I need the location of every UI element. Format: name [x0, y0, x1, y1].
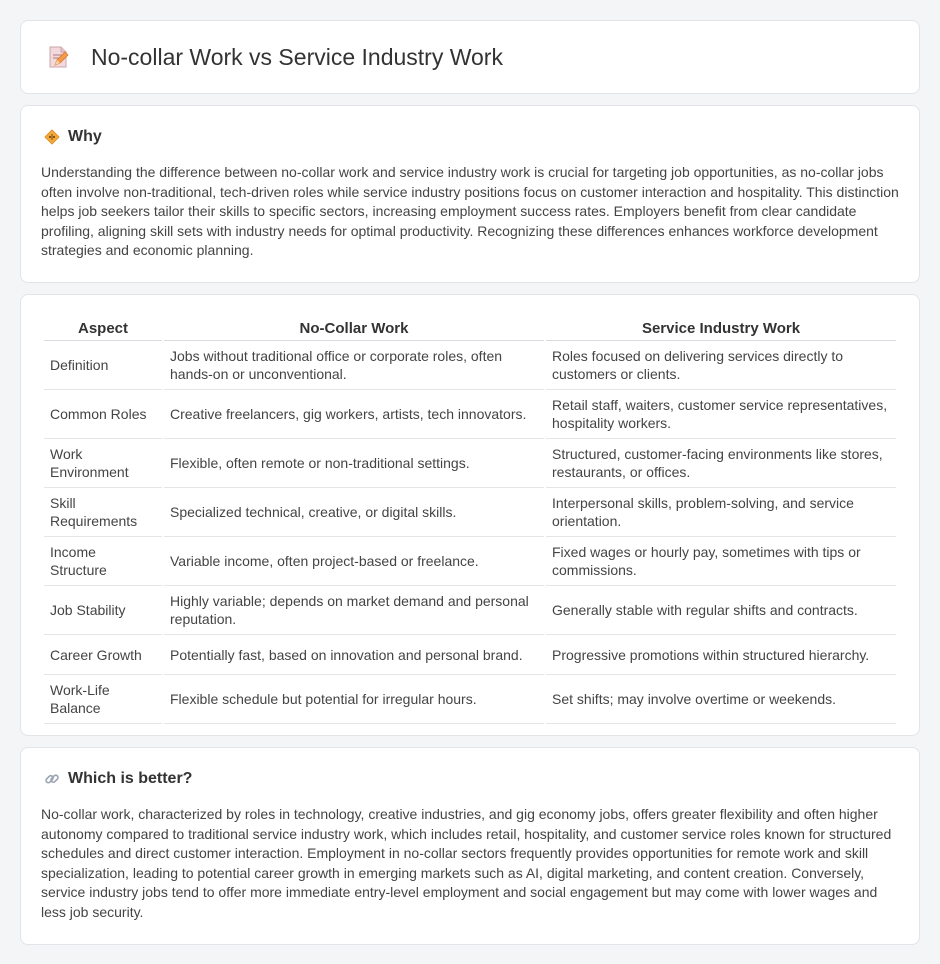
- row-no-collar: Flexible schedule but potential for irregular hours.: [164, 675, 544, 724]
- row-aspect: Skill Requirements: [44, 488, 162, 537]
- which-better-header: [41, 770, 899, 788]
- row-service: Generally stable with regular shifts and contracts.: [546, 586, 896, 635]
- header-aspect: Aspect: [44, 315, 162, 341]
- page-title: No-collar Work vs Service Industry Work: [91, 43, 503, 70]
- row-service: Fixed wages or hourly pay, sometimes with tips or commissions.: [546, 537, 896, 586]
- table-row: [44, 439, 896, 488]
- table-row: [44, 488, 896, 537]
- row-aspect: Career Growth: [44, 635, 162, 675]
- table-row: [44, 537, 896, 586]
- which-better-body: No-collar work, characterized by roles in technology, creative industries, and gig economy jobs, offers greater flexibility and often higher autonomy compared to traditional service industry work, which includes retail, hospitality, and customer service roles known for structured schedules and direct customer interaction. Employment in no-collar sectors frequently provides opportunities for remote work and skill specialization, leading to potential career growth in emerging markets such as AI, digital marketing, and content creation. Conversely, service industry jobs tend to offer more immediate entry-level employment and social engagement but may come with lower wages and less job security.: [41, 806, 892, 920]
- table-row: [44, 586, 896, 635]
- which-better-title: Which is better?: [68, 770, 193, 787]
- row-no-collar: Flexible, often remote or non-traditional settings.: [164, 439, 544, 488]
- table-row: [44, 341, 896, 390]
- row-no-collar: Jobs without traditional office or corporate roles, often hands-on or unconventional.: [164, 341, 544, 390]
- document-pencil-icon: [45, 44, 71, 70]
- title-card: [20, 20, 920, 94]
- table-row: [44, 390, 896, 439]
- row-aspect: Income Structure: [44, 537, 162, 586]
- row-service: Set shifts; may involve overtime or weekends.: [546, 675, 896, 724]
- row-no-collar: Variable income, often project-based or freelance.: [164, 537, 544, 586]
- header-service: Service Industry Work: [546, 315, 896, 341]
- row-aspect: Job Stability: [44, 586, 162, 635]
- row-aspect: Common Roles: [44, 390, 162, 439]
- row-service: Progressive promotions within structured hierarchy.: [546, 635, 896, 675]
- row-no-collar: Creative freelancers, gig workers, artists, tech innovators.: [164, 390, 544, 439]
- row-service: Roles focused on delivering services directly to customers or clients.: [546, 341, 896, 390]
- row-aspect: Definition: [44, 341, 162, 390]
- comparison-section: [20, 294, 920, 736]
- link-icon: [43, 770, 61, 788]
- row-no-collar: Highly variable; depends on market demand and personal reputation.: [164, 586, 544, 635]
- why-body: Understanding the difference between no-collar work and service industry work is crucial for targeting job opportunities, as no-collar jobs often involve non-traditional, tech-driven roles while service industry positions focus on customer interaction and hospitality. This distinction helps job seekers tailor their skills to specific sectors, increasing employment success rates. Employers benefit from clear candidate profiling, aligning skill sets with industry needs for optimal productivity. Recognizing these differences enhances workforce development strategies and economic planning.: [41, 164, 899, 258]
- header-no-collar: No-Collar Work: [164, 315, 544, 341]
- which-better-section: [20, 747, 920, 945]
- why-section: [20, 105, 920, 283]
- row-service: Structured, customer-facing environments like stores, restaurants, or offices.: [546, 439, 896, 488]
- comparison-table: [42, 315, 898, 724]
- row-service: Retail staff, waiters, customer service representatives, hospitality workers.: [546, 390, 896, 439]
- why-title: Why: [68, 128, 102, 145]
- table-row: [44, 675, 896, 724]
- row-service: Interpersonal skills, problem-solving, and service orientation.: [546, 488, 896, 537]
- row-aspect: Work-Life Balance: [44, 675, 162, 724]
- table-row: [44, 635, 896, 675]
- why-header: [41, 128, 899, 146]
- table-header-row: [44, 315, 896, 341]
- row-no-collar: Potentially fast, based on innovation and personal brand.: [164, 635, 544, 675]
- warning-diamond-icon: [43, 128, 61, 146]
- row-aspect: Work Environment: [44, 439, 162, 488]
- row-no-collar: Specialized technical, creative, or digital skills.: [164, 488, 544, 537]
